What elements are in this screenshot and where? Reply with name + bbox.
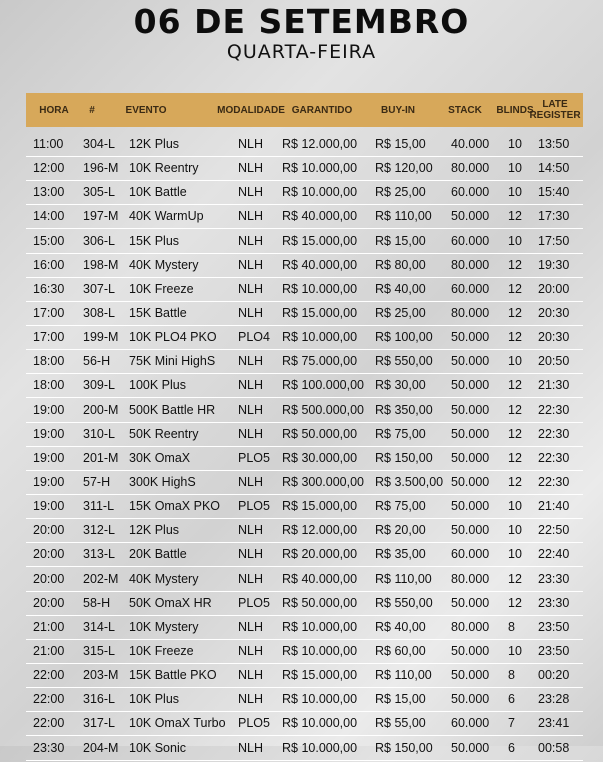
- cell-late-register: 20:30: [538, 330, 570, 345]
- cell-stack: 80.000: [451, 305, 490, 320]
- cell-evento: 10K Mystery: [129, 619, 199, 634]
- cell-late-register: 21:40: [538, 499, 570, 514]
- cell-hora: 19:00: [33, 474, 65, 489]
- cell-blinds: 12: [508, 209, 522, 224]
- cell-stack: 50.000: [451, 523, 490, 538]
- cell-garantido: R$ 10.000,00: [282, 643, 358, 658]
- cell-blinds: 10: [508, 185, 522, 200]
- cell-garantido: R$ 30.000,00: [282, 450, 358, 465]
- cell-blinds: 12: [508, 595, 522, 610]
- cell-blinds: 8: [508, 619, 515, 634]
- cell-blinds: 10: [508, 161, 522, 176]
- cell-stack: 80.000: [451, 161, 490, 176]
- cell-evento: 15K Plus: [129, 233, 180, 248]
- cell-evento: 500K Battle HR: [129, 402, 216, 417]
- cell-hora: 12:00: [33, 161, 65, 176]
- table-row: [26, 279, 583, 302]
- cell-late-register: 22:50: [538, 523, 570, 538]
- cell-late-register: 14:50: [538, 161, 570, 176]
- cell-late-register: 23:30: [538, 571, 570, 586]
- cell-buyin: R$ 550,00: [375, 354, 433, 369]
- table-row: [26, 134, 583, 157]
- cell-stack: 50.000: [451, 474, 490, 489]
- cell-stack: 50.000: [451, 450, 490, 465]
- cell-garantido: R$ 75.000,00: [282, 354, 358, 369]
- cell-evento: 40K Mystery: [129, 571, 199, 586]
- cell-blinds: 6: [508, 740, 515, 755]
- cell-garantido: R$ 300.000,00: [282, 474, 365, 489]
- header-late-line1: LATE: [542, 99, 568, 110]
- cell-num: 309-L: [83, 378, 115, 393]
- table-row: [26, 206, 583, 229]
- cell-buyin: R$ 25,00: [375, 185, 426, 200]
- cell-blinds: 7: [508, 716, 515, 731]
- cell-modalidade: NLH: [238, 137, 264, 151]
- cell-num: 201-M: [83, 450, 119, 465]
- cell-buyin: R$ 60,00: [375, 643, 426, 658]
- cell-hora: 23:30: [33, 740, 65, 755]
- cell-blinds: 12: [508, 330, 522, 345]
- cell-blinds: 10: [508, 523, 522, 538]
- cell-num: 311-L: [83, 499, 115, 514]
- cell-modalidade: NLH: [238, 233, 264, 248]
- cell-evento: 12K Plus: [129, 137, 180, 151]
- cell-stack: 50.000: [451, 499, 490, 514]
- header-stack: STACK: [448, 104, 482, 116]
- cell-late-register: 13:50: [538, 137, 570, 151]
- cell-stack: 60.000: [451, 716, 490, 731]
- cell-garantido: R$ 10.000,00: [282, 740, 358, 755]
- cell-evento: 75K Mini HighS: [129, 354, 216, 369]
- cell-late-register: 22:30: [538, 402, 570, 417]
- cell-stack: 50.000: [451, 595, 490, 610]
- cell-blinds: 10: [508, 354, 522, 369]
- cell-blinds: 12: [508, 257, 522, 272]
- cell-evento: 30K OmaX: [129, 450, 191, 465]
- cell-evento: 12K Plus: [129, 523, 180, 538]
- table-row: [26, 520, 583, 543]
- cell-blinds: 6: [508, 692, 515, 707]
- cell-evento: 100K Plus: [129, 378, 186, 393]
- cell-evento: 10K Freeze: [129, 281, 194, 296]
- cell-num: 199-M: [83, 330, 119, 345]
- cell-stack: 50.000: [451, 668, 490, 683]
- cell-modalidade: NLH: [238, 426, 264, 441]
- cell-garantido: R$ 20.000,00: [282, 547, 358, 562]
- cell-buyin: R$ 3.500,00: [375, 474, 444, 489]
- cell-buyin: R$ 15,00: [375, 233, 426, 248]
- cell-num: 204-M: [83, 740, 119, 755]
- cell-stack: 40.000: [451, 137, 490, 151]
- cell-buyin: R$ 30,00: [375, 378, 426, 393]
- page-title: 06 DE SETEMBRO: [133, 2, 470, 41]
- cell-buyin: R$ 15,00: [375, 137, 426, 151]
- cell-garantido: R$ 40.000,00: [282, 209, 358, 224]
- cell-hora: 22:00: [33, 668, 65, 683]
- cell-evento: 15K Battle: [129, 305, 187, 320]
- cell-evento: 300K HighS: [129, 474, 196, 489]
- cell-hora: 16:00: [33, 257, 65, 272]
- cell-modalidade: NLH: [238, 185, 264, 200]
- cell-garantido: R$ 100.000,00: [282, 378, 365, 393]
- cell-evento: 50K Reentry: [129, 426, 199, 441]
- table-row: [26, 424, 583, 447]
- cell-stack: 50.000: [451, 354, 490, 369]
- cell-buyin: R$ 110,00: [375, 571, 432, 586]
- cell-modalidade: NLH: [238, 305, 264, 320]
- cell-blinds: 12: [508, 474, 522, 489]
- cell-blinds: 12: [508, 450, 522, 465]
- cell-num: 317-L: [83, 716, 115, 731]
- cell-garantido: R$ 10.000,00: [282, 185, 358, 200]
- cell-buyin: R$ 120,00: [375, 161, 433, 176]
- cell-late-register: 22:30: [538, 426, 570, 441]
- cell-stack: 50.000: [451, 402, 490, 417]
- cell-stack: 50.000: [451, 643, 490, 658]
- cell-buyin: R$ 110,00: [375, 209, 432, 224]
- cell-buyin: R$ 55,00: [375, 716, 426, 731]
- cell-blinds: 12: [508, 402, 522, 417]
- cell-hora: 17:00: [33, 305, 65, 320]
- table-row: [26, 593, 583, 616]
- header-blinds: BLINDS: [496, 104, 534, 116]
- header-late-register: [529, 93, 581, 127]
- cell-garantido: R$ 15.000,00: [282, 233, 358, 248]
- table-row: [26, 303, 583, 326]
- cell-modalidade: PLO5: [238, 450, 270, 465]
- cell-modalidade: NLH: [238, 643, 264, 658]
- cell-num: 304-L: [83, 137, 115, 151]
- table-row: [26, 641, 583, 664]
- cell-late-register: 23:41: [538, 716, 570, 731]
- table-header: [26, 93, 583, 127]
- cell-hora: 22:00: [33, 716, 65, 731]
- table-row: [26, 689, 583, 712]
- table-row: [26, 617, 583, 640]
- cell-num: 314-L: [83, 619, 115, 634]
- cell-garantido: R$ 12.000,00: [282, 523, 358, 538]
- cell-blinds: 12: [508, 571, 522, 586]
- cell-num: 198-M: [83, 257, 119, 272]
- cell-evento: 10K PLO4 PKO: [129, 330, 217, 345]
- header-hora: HORA: [39, 104, 69, 116]
- cell-late-register: 23:30: [538, 595, 570, 610]
- header-modalidade: MODALIDADE: [217, 104, 285, 116]
- cell-hora: 19:00: [33, 450, 65, 465]
- cell-buyin: R$ 75,00: [375, 426, 426, 441]
- cell-blinds: 10: [508, 499, 522, 514]
- cell-garantido: R$ 50.000,00: [282, 426, 358, 441]
- cell-late-register: 22:40: [538, 547, 570, 562]
- cell-garantido: R$ 12.000,00: [282, 137, 358, 151]
- cell-modalidade: NLH: [238, 740, 264, 755]
- cell-garantido: R$ 10.000,00: [282, 692, 358, 707]
- cell-stack: 60.000: [451, 281, 490, 296]
- cell-modalidade: NLH: [238, 402, 264, 417]
- cell-late-register: 19:30: [538, 257, 570, 272]
- cell-modalidade: NLH: [238, 523, 264, 538]
- header-num: #: [89, 104, 95, 116]
- cell-blinds: 12: [508, 305, 522, 320]
- cell-late-register: 21:30: [538, 378, 570, 393]
- cell-modalidade: NLH: [238, 668, 264, 683]
- cell-num: 202-M: [83, 571, 119, 586]
- cell-hora: 17:00: [33, 330, 65, 345]
- cell-stack: 50.000: [451, 209, 490, 224]
- cell-buyin: R$ 100,00: [375, 330, 433, 345]
- cell-blinds: 12: [508, 378, 522, 393]
- table-row: [26, 327, 583, 350]
- cell-modalidade: NLH: [238, 619, 264, 634]
- cell-evento: 20K Battle: [129, 547, 187, 562]
- cell-late-register: 20:30: [538, 305, 570, 320]
- cell-num: 308-L: [83, 305, 115, 320]
- table-row: [26, 665, 583, 688]
- cell-late-register: 15:40: [538, 185, 570, 200]
- cell-evento: 50K OmaX HR: [129, 595, 212, 610]
- cell-buyin: R$ 40,00: [375, 619, 426, 634]
- cell-modalidade: NLH: [238, 571, 264, 586]
- cell-modalidade: PLO4: [238, 330, 270, 345]
- cell-buyin: R$ 150,00: [375, 450, 433, 465]
- cell-modalidade: PLO5: [238, 499, 270, 514]
- cell-buyin: R$ 110,00: [375, 668, 432, 683]
- cell-stack: 50.000: [451, 692, 490, 707]
- cell-late-register: 20:50: [538, 354, 570, 369]
- page-subtitle: QUARTA-FEIRA: [226, 41, 377, 63]
- cell-evento: 15K OmaX PKO: [129, 499, 221, 514]
- cell-evento: 15K Battle PKO: [129, 668, 217, 683]
- cell-modalidade: NLH: [238, 474, 264, 489]
- cell-buyin: R$ 350,00: [375, 402, 433, 417]
- cell-num: 57-H: [83, 474, 111, 489]
- header-garantido: GARANTIDO: [291, 104, 353, 116]
- cell-modalidade: NLH: [238, 547, 264, 562]
- table-row: [26, 182, 583, 205]
- cell-buyin: R$ 75,00: [375, 499, 426, 514]
- cell-garantido: R$ 10.000,00: [282, 330, 358, 345]
- cell-modalidade: NLH: [238, 161, 264, 176]
- cell-blinds: 10: [508, 233, 522, 248]
- cell-num: 197-M: [83, 209, 119, 224]
- cell-num: 305-L: [83, 185, 115, 200]
- cell-hora: 11:00: [33, 137, 64, 151]
- cell-modalidade: NLH: [238, 692, 264, 707]
- cell-late-register: 00:20: [538, 668, 570, 683]
- cell-late-register: 23:28: [538, 692, 570, 707]
- cell-late-register: 20:00: [538, 281, 570, 296]
- cell-garantido: R$ 15.000,00: [282, 668, 358, 683]
- cell-num: 315-L: [83, 643, 115, 658]
- cell-hora: 15:00: [33, 233, 65, 248]
- cell-evento: 10K Battle: [129, 185, 187, 200]
- header-evento: EVENTO: [125, 104, 167, 116]
- cell-evento: 10K Reentry: [129, 161, 199, 176]
- cell-blinds: 12: [508, 426, 522, 441]
- cell-modalidade: PLO5: [238, 716, 270, 731]
- table-row: [26, 375, 583, 398]
- cell-blinds: 10: [508, 643, 522, 658]
- cell-evento: 10K Sonic: [129, 740, 186, 755]
- table-row: [26, 231, 583, 254]
- table-row: [26, 255, 583, 278]
- cell-num: 307-L: [83, 281, 115, 296]
- cell-modalidade: NLH: [238, 281, 264, 296]
- cell-num: 58-H: [83, 595, 111, 610]
- cell-stack: 50.000: [451, 740, 490, 755]
- cell-stack: 50.000: [451, 426, 490, 441]
- cell-modalidade: NLH: [238, 378, 264, 393]
- cell-hora: 20:00: [33, 523, 65, 538]
- cell-blinds: 8: [508, 668, 515, 683]
- cell-hora: 20:00: [33, 547, 65, 562]
- cell-garantido: R$ 10.000,00: [282, 716, 358, 731]
- cell-hora: 14:00: [33, 209, 65, 224]
- cell-modalidade: PLO5: [238, 595, 270, 610]
- cell-buyin: R$ 25,00: [375, 305, 426, 320]
- cell-blinds: 10: [508, 137, 522, 151]
- table-row: [26, 544, 583, 567]
- table-row: [26, 472, 583, 495]
- cell-stack: 60.000: [451, 547, 490, 562]
- cell-hora: 16:30: [33, 281, 65, 296]
- cell-late-register: 17:30: [538, 209, 570, 224]
- cell-stack: 80.000: [451, 619, 490, 634]
- cell-modalidade: NLH: [238, 354, 264, 369]
- cell-evento: 10K Plus: [129, 692, 180, 707]
- cell-num: 313-L: [83, 547, 115, 562]
- cell-buyin: R$ 15,00: [375, 692, 426, 707]
- cell-stack: 60.000: [451, 233, 490, 248]
- cell-num: 316-L: [83, 692, 115, 707]
- cell-hora: 18:00: [33, 354, 65, 369]
- cell-hora: 19:00: [33, 426, 65, 441]
- cell-garantido: R$ 10.000,00: [282, 619, 358, 634]
- cell-late-register: 00:58: [538, 740, 570, 755]
- cell-buyin: R$ 550,00: [375, 595, 433, 610]
- cell-late-register: 22:30: [538, 474, 570, 489]
- cell-blinds: 10: [508, 547, 522, 562]
- cell-garantido: R$ 10.000,00: [282, 161, 358, 176]
- cell-evento: 10K OmaX Turbo: [129, 716, 226, 731]
- cell-hora: 21:00: [33, 619, 65, 634]
- cell-stack: 50.000: [451, 378, 490, 393]
- cell-hora: 20:00: [33, 571, 65, 586]
- cell-num: 200-M: [83, 402, 119, 417]
- cell-garantido: R$ 40.000,00: [282, 257, 358, 272]
- cell-garantido: R$ 15.000,00: [282, 499, 358, 514]
- table-row: [26, 400, 583, 423]
- cell-stack: 50.000: [451, 330, 490, 345]
- cell-hora: 13:00: [33, 185, 65, 200]
- cell-num: 310-L: [83, 426, 115, 441]
- cell-num: 196-M: [83, 161, 119, 176]
- cell-num: 203-M: [83, 668, 119, 683]
- cell-hora: 19:00: [33, 499, 65, 514]
- cell-garantido: R$ 50.000,00: [282, 595, 358, 610]
- cell-num: 306-L: [83, 233, 115, 248]
- cell-late-register: 23:50: [538, 643, 570, 658]
- cell-garantido: R$ 40.000,00: [282, 571, 358, 586]
- cell-buyin: R$ 80,00: [375, 257, 426, 272]
- cell-buyin: R$ 40,00: [375, 281, 426, 296]
- cell-late-register: 23:50: [538, 619, 570, 634]
- cell-evento: 10K Freeze: [129, 643, 194, 658]
- cell-blinds: 12: [508, 281, 522, 296]
- cell-modalidade: NLH: [238, 257, 264, 272]
- cell-hora: 21:00: [33, 643, 65, 658]
- table-row: [26, 496, 583, 519]
- cell-buyin: R$ 150,00: [375, 740, 433, 755]
- cell-garantido: R$ 10.000,00: [282, 281, 358, 296]
- header-late-line2: REGISTER: [529, 110, 581, 121]
- cell-stack: 60.000: [451, 185, 490, 200]
- schedule-table-body: [26, 134, 583, 762]
- cell-hora: 18:00: [33, 378, 65, 393]
- cell-buyin: R$ 35,00: [375, 547, 426, 562]
- cell-num: 312-L: [83, 523, 115, 538]
- cell-late-register: 17:50: [538, 233, 570, 248]
- cell-garantido: R$ 500.000,00: [282, 402, 365, 417]
- cell-modalidade: NLH: [238, 209, 264, 224]
- cell-num: 56-H: [83, 354, 111, 369]
- cell-stack: 80.000: [451, 257, 490, 272]
- cell-evento: 40K WarmUp: [129, 209, 204, 224]
- cell-hora: 20:00: [33, 595, 65, 610]
- table-row: [26, 158, 583, 181]
- cell-hora: 19:00: [33, 402, 65, 417]
- cell-stack: 80.000: [451, 571, 490, 586]
- cell-late-register: 22:30: [538, 450, 570, 465]
- cell-buyin: R$ 20,00: [375, 523, 426, 538]
- table-row: [26, 569, 583, 592]
- table-row: [26, 738, 583, 761]
- cell-garantido: R$ 15.000,00: [282, 305, 358, 320]
- cell-evento: 40K Mystery: [129, 257, 199, 272]
- header-buyin: BUY-IN: [381, 104, 415, 116]
- cell-hora: 22:00: [33, 692, 65, 707]
- table-row: [26, 448, 583, 471]
- table-row: [26, 351, 583, 374]
- table-row: [26, 713, 583, 736]
